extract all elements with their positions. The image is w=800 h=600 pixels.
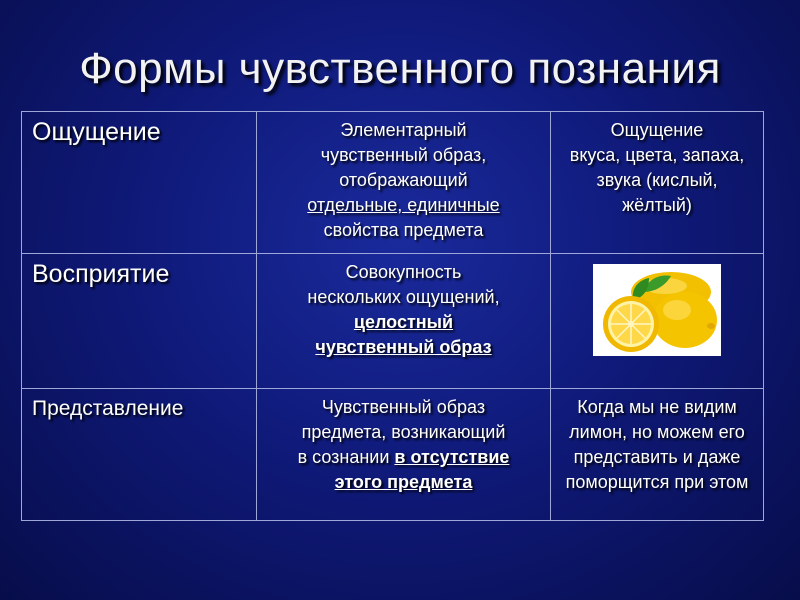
lemon-core (628, 321, 634, 327)
definition-line: отображающий (339, 170, 468, 190)
definition-line: Совокупность (345, 262, 462, 282)
example-line: представить и даже (573, 447, 741, 467)
term-cell-perception: Восприятие (22, 254, 257, 389)
term-cell-representation: Представление (22, 389, 257, 521)
definition-line: предмета, возникающий (301, 422, 506, 442)
definition-cell-representation (257, 389, 551, 521)
definition-text: в сознании (297, 447, 390, 467)
example-line: звука (кислый, (596, 170, 718, 190)
definition-emphasis: в отсутствие (394, 447, 510, 467)
table-row (22, 389, 764, 521)
table-row (22, 112, 764, 254)
definition-line: свойства предмета (323, 220, 484, 240)
lemon-whole-front (653, 292, 717, 348)
example-line: вкуса, цвета, запаха, (569, 145, 745, 165)
example-line: поморщится при этом (565, 472, 749, 492)
lemon-image (593, 264, 721, 356)
definition-line-emphasis: чувственный образ (315, 337, 492, 357)
slide-title: Формы чувственного познания (79, 44, 721, 93)
example-cell-perception (551, 254, 764, 389)
example-line: лимон, но можем его (569, 422, 745, 442)
definition-line: нескольких ощущений, (307, 287, 500, 307)
definition-line: Элементарный (340, 120, 467, 140)
lemon-illustration (593, 264, 721, 356)
example-cell-sensation (551, 112, 764, 254)
example-line: жёлтый) (622, 195, 692, 215)
example-line: Когда мы не видим (577, 397, 737, 417)
definition-line-underlined: отдельные, единичные (307, 195, 500, 215)
definition-line-emphasis: этого предмета (334, 472, 473, 492)
definition-cell-sensation (257, 112, 551, 254)
definition-line: Чувственный образ (321, 397, 486, 417)
table-row (22, 254, 764, 389)
definition-cell-perception (257, 254, 551, 389)
lemon-highlight (663, 300, 691, 320)
definition-line: чувственный образ, (320, 145, 487, 165)
definition-line (265, 445, 542, 470)
example-cell-representation (551, 389, 764, 521)
term-cell-sensation: Ощущение (22, 112, 257, 254)
definition-line-emphasis: целостный (353, 312, 454, 332)
lemon-tip (707, 323, 715, 329)
example-line: Ощущение (610, 120, 704, 140)
forms-table (21, 111, 764, 521)
